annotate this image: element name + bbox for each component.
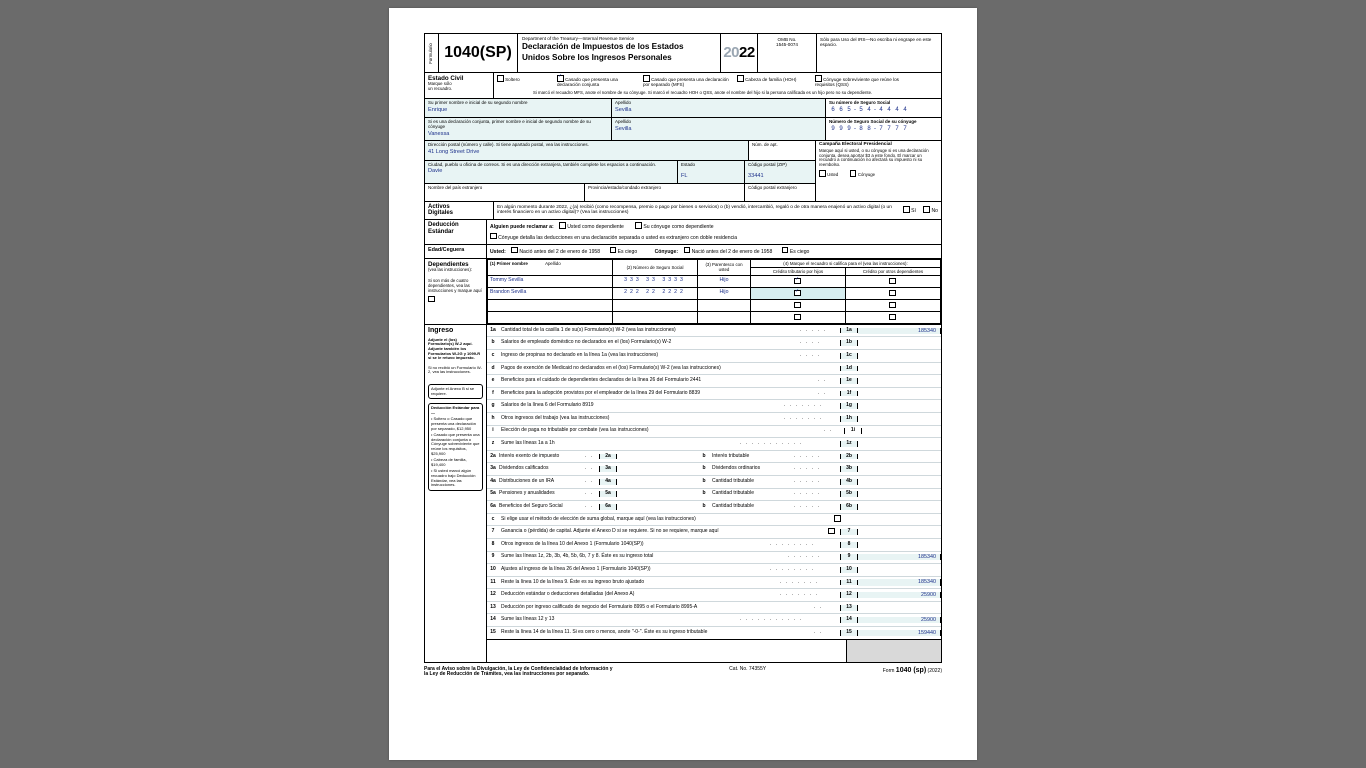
table-row[interactable] <box>488 299 941 311</box>
form-title-block <box>518 34 721 72</box>
income-line-3[interactable]: 3a Dividendos calificados . . 3a b Dividendos ordinarios . . . . . 3b <box>487 463 941 476</box>
table-row[interactable] <box>488 287 941 299</box>
state-cell[interactable]: Estado FL <box>678 161 745 183</box>
income-line-4[interactable]: 4a Distribuciones de un IRA . . 4a b Cantidad tributable . . . . . 4b <box>487 476 941 489</box>
dependent-ssn: 222 22 2222 <box>613 287 698 299</box>
foreign-province-cell[interactable]: Provincia/estado/condado extranjero <box>585 184 745 201</box>
income-lines-column <box>487 325 941 662</box>
checkbox-spouse-itemizes[interactable] <box>490 233 497 240</box>
form-footer <box>424 667 942 679</box>
income-line-1c[interactable]: c Ingreso de propinas no declarado en la línea 1a (vea las instrucciones) . . . . 1c <box>487 350 941 363</box>
dependent-odc-cell[interactable] <box>846 275 941 287</box>
dependent-name: Brandon Sevilla <box>488 287 613 299</box>
income-line-1e[interactable]: e Beneficios para el cuidado de dependientes declarados de la línea 26 del Formulario 2441 . . 1e <box>487 375 941 388</box>
checkbox-claim-spouse[interactable] <box>635 222 642 229</box>
income-heading: Ingreso <box>428 326 454 334</box>
checkbox-odc[interactable] <box>889 290 896 297</box>
table-row[interactable] <box>488 275 941 287</box>
deduction-claim-label: Alguien puede reclamar a: <box>490 224 554 231</box>
omb-block <box>758 34 817 72</box>
checkbox-campaign-you[interactable] <box>819 170 826 177</box>
catalog-number: Cat. No. 74355Y <box>729 665 767 672</box>
omb-label: OMB No. <box>777 37 797 42</box>
dependent-ssn: 333 33 3333 <box>613 275 698 287</box>
checkbox-ctc[interactable] <box>794 290 801 297</box>
zip-value: 33441 <box>748 173 764 180</box>
standard-deduction-options: Alguien puede reclamar a: Usted como dependiente Su cónyuge como dependiente Cónyuge detalla las deducciones en una declaración separada o usted es extranjero con doble residencia <box>487 220 941 243</box>
city-value: Davie <box>428 168 443 175</box>
department-line: Department of the Treasury—Internal Revenue Service <box>522 36 635 41</box>
checkbox-digital-yes[interactable] <box>903 206 910 213</box>
income-line-1d[interactable]: d Pagos de exención de Medicaid no declarados en el (los) Formulario(s) W-2 (vea las instrucciones) 1d <box>487 363 941 376</box>
checkbox-ctc[interactable] <box>794 278 801 285</box>
your-last-name-cell[interactable]: Apellido Sevilla <box>612 99 825 118</box>
digital-assets-section <box>424 202 942 221</box>
campaign-text: Marque aquí si usted, o su cónyuge si es una declaración conjunta, desea aportar $3 a este fondo. El marcar un recuadro a continuación no afectará su impuesto ni su reembolso. <box>819 147 929 168</box>
campaign-title: Campaña Electoral Presidencial <box>819 142 892 148</box>
income-line-15[interactable]: 15 Reste la línea 14 de la línea 11. Si es cero o menos, anote "-0-". Éste es su ingreso tributable . . 15 159440 <box>487 627 941 639</box>
checkbox-more-than-four-dependents[interactable] <box>428 296 435 303</box>
checkbox-you-blind[interactable] <box>610 247 617 254</box>
filing-status-heading-block <box>425 73 494 98</box>
table-row[interactable] <box>488 311 941 323</box>
status-option-mfj[interactable]: ✓ Casado que presenta una declaración conjunta <box>557 75 635 88</box>
filing-status-sub2: un recuadro. <box>428 86 453 92</box>
digital-assets-question: En algún momento durante 2022, ¿(a) recibió (como recompensa, premio o pago por bienes o servicios) o (b) vendió, intercambió, regaló o de otra manera enajenó un activo digital (o un interés financiero en un activo digital)? (Vea las instrucciones) <box>497 204 892 216</box>
checkbox-odc[interactable] <box>889 278 896 285</box>
income-line-1b[interactable]: b Salarios de empleado doméstico no declarados en el (los) Formulario(s) W-2 . . . . 1b <box>487 337 941 350</box>
schedule-b-note: Adjunte el Anexo B si se requiere. <box>428 384 483 399</box>
spouse-first-name-cell[interactable]: Si es una declaración conjunta, primer nombre e inicial de segundo nombre de su cónyuge Vanessa <box>425 118 611 140</box>
standard-deduction-section <box>424 220 942 244</box>
state-value: FL <box>681 173 688 180</box>
spouse-ssn-cell[interactable]: Número de Seguro Social de su cónyuge 9 9 9 - 8 8 - 7 7 7 7 <box>826 118 941 140</box>
spouse-first-name-value: Vanessa <box>428 130 450 137</box>
ssn-column <box>826 99 941 140</box>
filing-status-options-block <box>494 73 941 98</box>
dependents-ctc-header: Crédito tributario por hijos <box>751 267 846 275</box>
omb-number: 1545-0074 <box>776 42 798 48</box>
status-option-single[interactable]: Soltero <box>497 75 549 88</box>
income-line-11[interactable]: 11 Reste la línea 10 de la línea 9. Éste es su ingreso bruto ajustado . . . . . . . 11 185340 <box>487 577 941 590</box>
status-option-qss[interactable]: Cónyuge sobreviviente que reúne los requisitos (QSS) <box>815 75 905 88</box>
checkbox-qss[interactable] <box>815 75 822 82</box>
dependents-heading: Dependientes <box>428 260 469 268</box>
age-blindness-heading: Edad/Ceguera <box>425 245 487 258</box>
foreign-zip-cell[interactable]: Código postal extranjero <box>748 185 797 191</box>
street-row <box>425 141 815 161</box>
income-line-1g[interactable]: g Salarios de la línea 6 del Formulario 8919 . . . . . . . 1g <box>487 400 941 413</box>
privacy-notice: Para el Aviso sobre la Divulgación, la Ley de Confidencialidad de Información y la Ley de Reducción de Trámites, vea las instrucciones por separado. <box>424 665 613 678</box>
your-first-name-cell[interactable]: Su primer nombre e inicial de su segundo nombre Enrique <box>425 99 611 118</box>
document-page <box>389 8 977 760</box>
checkbox-mfs[interactable] <box>643 75 650 82</box>
dependent-relationship <box>698 311 751 323</box>
income-line-1h[interactable]: h Otros ingresos del trabajo (vea las instrucciones) . . . . . . . 1h <box>487 413 941 426</box>
dependents-col2-header: (2) Número de Seguro Social <box>613 259 698 275</box>
checkbox-claim-you[interactable] <box>559 222 566 229</box>
income-line-7[interactable]: 7 Ganancia o (pérdida) de capital. Adjunte el Anexo D si se requiere. Si no se requiere, marque aquí 7 <box>487 526 941 539</box>
checkbox-odc[interactable] <box>889 302 896 309</box>
dependents-section <box>424 259 942 325</box>
foreign-country-cell[interactable]: Nombre del país extranjero <box>425 184 585 201</box>
tax-form-1040sp <box>424 33 942 678</box>
your-ssn-digits: 6 6 5 - 5 4 - 4 4 4 4 <box>831 107 907 114</box>
dependent-ssn <box>613 311 698 323</box>
zip-cell[interactable]: Código postal (ZIP) 33441 <box>745 161 815 183</box>
checkbox-lump-sum-election[interactable] <box>834 515 841 522</box>
dependent-relationship <box>698 299 751 311</box>
age-blindness-options: Usted: Nació antes del 2 de enero de 1958 Es ciego Cónyuge: Nació antes del 2 de enero de 1958 Es ciego <box>487 245 941 258</box>
your-ssn-cell[interactable]: Su número de Seguro Social 6 6 5 - 5 4 - 4 4 4 4 <box>826 99 941 118</box>
presidential-campaign-block: Campaña Electoral Presidencial Marque aquí si usted, o su cónyuge si es una declaración conjunta, desea aportar $3 a este fondo. El marcar un recuadro a continuación no afectará su impuesto ni su reembolso. Usted Cónyuge <box>815 141 941 201</box>
name-section <box>424 99 942 141</box>
income-line-2[interactable]: 2a Interés exento de impuesto . . 2a b Interés tributable . . . . . 2b <box>487 451 941 464</box>
income-line-14[interactable]: 14 Sume las líneas 12 y 13 . . . . . . . . . . . 14 25900 <box>487 614 941 627</box>
spouse-ssn-digits: 9 9 9 - 8 8 - 7 7 7 7 <box>831 126 907 133</box>
checkbox-ctc[interactable] <box>794 314 801 321</box>
apt-cell[interactable]: Núm. de apt. <box>752 142 778 148</box>
dependent-ctc-cell[interactable] <box>751 299 846 311</box>
income-section <box>424 325 942 663</box>
checkbox-single[interactable] <box>497 75 504 82</box>
first-name-column <box>425 99 612 140</box>
income-side-column: Ingreso Adjunte el (los) Formulario(s) W-2 aquí. Adjunte también los Formularios W-2G y 1099-R si se le retuvo impuesto. Si no recibió un Formulario W-2, vea las instrucciones. Adjunte el Anexo B si se requiere. Deducción Estándar para— • Soltero o Casado que presenta una declaración por separado, $12,950 • Casado que presenta una declaración conjunta o Cónyuge sobreviviente que reúne los requisitos, $25,900 • Cabeza de familia, $19,400 • Si usted marcó algún recuadro bajo Deducción Estándar, vea las instrucciones. <box>425 325 487 662</box>
checkbox-digital-no[interactable] <box>923 206 930 213</box>
irs-use-note: Sólo para Uso del IRS—No escriba ni engrape en este espacio. <box>820 37 932 48</box>
your-last-name-value: Sevilla <box>615 106 632 113</box>
dependents-note: Si son más de cuatro dependientes, vea las instrucciones y marque aquí <box>428 277 482 293</box>
income-line-10[interactable]: 10 Ajustes al ingreso de la línea 26 del Anexo 1 (Formulario 1040(SP)) . . . . . . . . 10 <box>487 564 941 577</box>
spouse-last-name-cell[interactable]: Apellido Sevilla <box>612 118 825 140</box>
foreign-row <box>425 184 815 201</box>
checkbox-mfj[interactable] <box>557 75 564 82</box>
dependent-ssn <box>613 299 698 311</box>
income-blank-tail <box>487 639 941 662</box>
filing-status-sub1: Marque sólo <box>428 81 452 87</box>
address-section <box>424 141 942 202</box>
age-blindness-section <box>424 245 942 259</box>
dependent-name <box>488 311 613 323</box>
form-vertical-label: Formulario <box>425 34 439 72</box>
form-title-line2: Unidos Sobre los Ingresos Personales <box>522 52 672 62</box>
your-first-name-value: Enrique <box>428 106 448 113</box>
last-name-column <box>612 99 826 140</box>
street-cell[interactable]: Dirección postal (número y calle). Si tiene apartado postal, vea las instrucciones. 41 Long Street Drive <box>425 141 749 160</box>
status-option-hoh[interactable]: Cabeza de familia (HOH) <box>737 75 807 88</box>
filing-status-section <box>424 73 942 99</box>
income-line-8[interactable]: 8 Otros ingresos de la línea 10 del Anexo 1 (Formulario 1040(SP)) . . . . . . . . 8 <box>487 539 941 552</box>
status-option-mfs[interactable]: Casado que presenta una declaración por separado (MFS) <box>643 75 729 88</box>
checkbox-spouse-blind[interactable] <box>782 247 789 254</box>
dependent-odc-cell[interactable] <box>846 287 941 299</box>
dependent-name: Tommy Sevilla <box>488 275 613 287</box>
dependents-col3-header: (3) Parentesco con usted <box>698 259 751 275</box>
dependent-ctc-cell[interactable] <box>751 275 846 287</box>
dependent-name <box>488 299 613 311</box>
income-line-5[interactable]: 5a Pensiones y anualidades . . 5a b Cantidad tributable . . . . . 5b <box>487 489 941 502</box>
checkbox-ctc[interactable] <box>794 302 801 309</box>
dependents-table <box>487 259 941 324</box>
street-value: 41 Long Street Drive <box>428 148 480 155</box>
tax-year: 20 22 <box>721 34 758 72</box>
dependent-odc-cell[interactable] <box>846 311 941 323</box>
filing-status-heading: Estado Civil <box>428 75 464 82</box>
checkbox-no-schedule-d[interactable] <box>828 528 835 535</box>
income-line-13[interactable]: 13 Deducción por ingreso calificado de negocio del Formulario 8995 o el Formulario 8995-A . . 13 <box>487 602 941 615</box>
income-line-1a[interactable]: 1a Cantidad total de la casilla 1 de su(s) Formulario(s) W-2 (vea las instrucciones) . . . . . 1a 185340 <box>487 325 941 338</box>
dependent-ctc-cell[interactable] <box>751 287 846 299</box>
digital-assets-heading: Activos Digitales <box>425 202 494 220</box>
checkbox-hoh[interactable] <box>737 75 744 82</box>
spouse-last-name-value: Sevilla <box>615 125 632 132</box>
income-line-6[interactable]: 6a Beneficios del Seguro Social . . 6a b Cantidad tributable . . . . . 6b <box>487 501 941 514</box>
form-header <box>424 33 942 73</box>
income-line-1i[interactable]: i Elección de paga no tributable por combate (vea las instrucciones) . . 1i <box>487 426 941 439</box>
checkbox-odc[interactable] <box>889 314 896 321</box>
checkbox-campaign-spouse[interactable] <box>850 170 857 177</box>
income-line-6c[interactable]: c Si elige usar el método de elección de suma global, marque aquí (vea las instrucciones) <box>487 514 941 527</box>
dependent-odc-cell[interactable] <box>846 299 941 311</box>
dependents-col1-header: (1) Primer nombre Apellido <box>488 259 613 275</box>
standard-deduction-heading: Deducción Estándar <box>425 220 487 243</box>
digital-assets-question-row: En algún momento durante 2022, ¿(a) recibió (como recompensa, premio o pago por bienes o servicios) o (b) vendió, intercambió, regaló o de otra manera enajenó un activo digital (o un interés financiero en un activo digital)? (Vea las instrucciones) Sí No <box>497 204 938 216</box>
checkbox-spouse-born-before[interactable] <box>684 247 691 254</box>
dependents-col4-header: (4) Marque el recuadro si califica para el (vea las instrucciones): <box>751 259 941 267</box>
income-line-9[interactable]: 9 Sume las líneas 1z, 2b, 3b, 4b, 5b, 6b, 7 y 8. Éste es su ingreso total . . . . . . 9 185340 <box>487 552 941 565</box>
dependent-ctc-cell[interactable] <box>751 311 846 323</box>
dependent-relationship: Hijo <box>698 275 751 287</box>
form-footer-id: Form 1040 (sp) (2022) <box>882 666 942 674</box>
city-row <box>425 161 815 184</box>
dependents-odc-header: Crédito por otros dependientes <box>846 267 941 275</box>
filing-status-note: Si marcó el recuadro MFS, anote el nombre de su cónyuge. Si marcó el recuadro HOH o QSS, anote el nombre del hijo si la persona calificada es un hijo pero no su dependiente. <box>533 89 873 95</box>
dependent-relationship: Hijo <box>698 287 751 299</box>
form-number: 1040(SP) <box>439 34 518 72</box>
standard-deduction-note-box: Deducción Estándar para— • Soltero o Casado que presenta una declaración por separado, $12,950 • Casado que presenta una declaración conjunta o Cónyuge sobreviviente que reúne los requisitos, $25,900 • Cabeza de familia, $19,400 • Si usted marcó algún recuadro bajo Deducción Estándar, vea las instrucciones. <box>428 403 483 491</box>
checkbox-you-born-before[interactable] <box>511 247 518 254</box>
dependents-heading-block: Dependientes (vea las instrucciones): Si son más de cuatro dependientes, vea las instrucciones y marque aquí <box>425 259 487 324</box>
income-line-1f[interactable]: f Beneficios para la adopción provistos por el empleador de la línea 29 del Formulario 8839 . . 1f <box>487 388 941 401</box>
income-line-12[interactable]: 12 Deducción estándar o deducciones detalladas (del Anexo A) . . . . . . . 12 25900 <box>487 589 941 602</box>
dependents-header-row <box>488 259 941 267</box>
income-line-1z[interactable]: z Sume las líneas 1a a 1h . . . . . . . . . . . 1z <box>487 438 941 451</box>
form-title-line1: Declaración de Impuestos de los Estados <box>522 42 684 52</box>
city-cell[interactable]: Ciudad, pueblo u oficina de correos. Si es una dirección extranjera, también complete los espacios a continuación. Davie <box>425 161 678 183</box>
